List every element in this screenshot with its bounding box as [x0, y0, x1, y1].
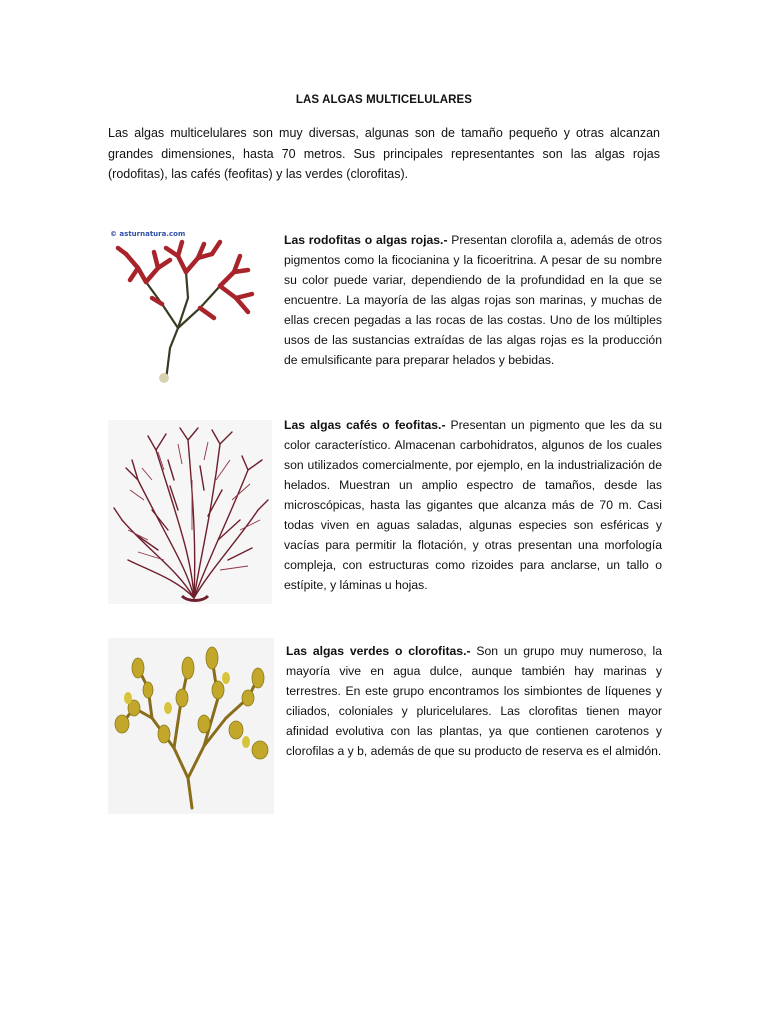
green-algae-body: Son un grupo muy numeroso, la mayoría vive en agua dulce, aunque también hay marinas y terrestres. En este grupo encontramos los simbiontes de líquenes y ciliados, coloniales y pluricelulares. Las clorofitas tienen mayor afinidad evolutiva con las plantas, ya que contienen carotenos y clorofilas a y b, además de que su producto de reserva es el almidón.: [286, 644, 662, 758]
green-algae-drawing: [108, 638, 274, 814]
green-algae-text: [286, 641, 662, 761]
intro-paragraph: Las algas multicelulares son muy diversas, algunas son de tamaño pequeño y otras alcanzan grandes dimensiones, hasta 70 metros. Sus principales representantes son las algas rojas (rodofitas), las cafés (feofitas) y las verdes (clorofitas).: [108, 126, 660, 181]
red-algae-body: Presentan clorofila a, además de otros pigmentos como la ficocianina y la ficoeritrina. A pesar de su nombre su color puede variar, dependiendo de la profundidad en la que se encuentre. La mayoría de las algas rojas son marinas, y muchas de ellas crecen pegadas a las rocas de las costas. Uno de los múltiples usos de las sustancias extraídas de las algas rojas es la producción de emulsificante para preparar helados y bebidas.: [284, 233, 662, 367]
brown-algae-image: [108, 420, 272, 604]
green-algae-image: [108, 638, 274, 814]
red-algae-image: [108, 228, 272, 388]
page-title: LAS ALGAS MULTICELULARES: [295, 94, 473, 106]
green-algae-heading: Las algas verdes o clorofitas.-: [286, 644, 471, 658]
red-algae-drawing: [108, 228, 272, 388]
red-algae-heading: Las rodofitas o algas rojas.-: [284, 233, 448, 247]
brown-algae-heading: Las algas cafés o feofitas.-: [284, 418, 446, 432]
red-algae-text: [284, 230, 662, 370]
watermark-logo: © asturnatura.com: [110, 230, 186, 238]
brown-algae-text: [284, 415, 662, 595]
brown-algae-body: Presentan un pigmento que les da su color característico. Almacenan carbohidratos, algunos de los cuales son utilizados comercialmente, por ejemplo, en la industrialización de helados. Muestran un amplio espectro de tamaños, desde las microscópicas, hasta las gigantes que alcanza más de 70 m. Casi todas viven en aguas saladas, algunas especies son esféricas y vacías para permitir la flotación, y otras presentan una morfología compleja, con estructuras como rizoides para anclarse, un tallo o estípite, y láminas u hojas.: [284, 418, 662, 592]
brown-algae-drawing: [108, 420, 272, 604]
